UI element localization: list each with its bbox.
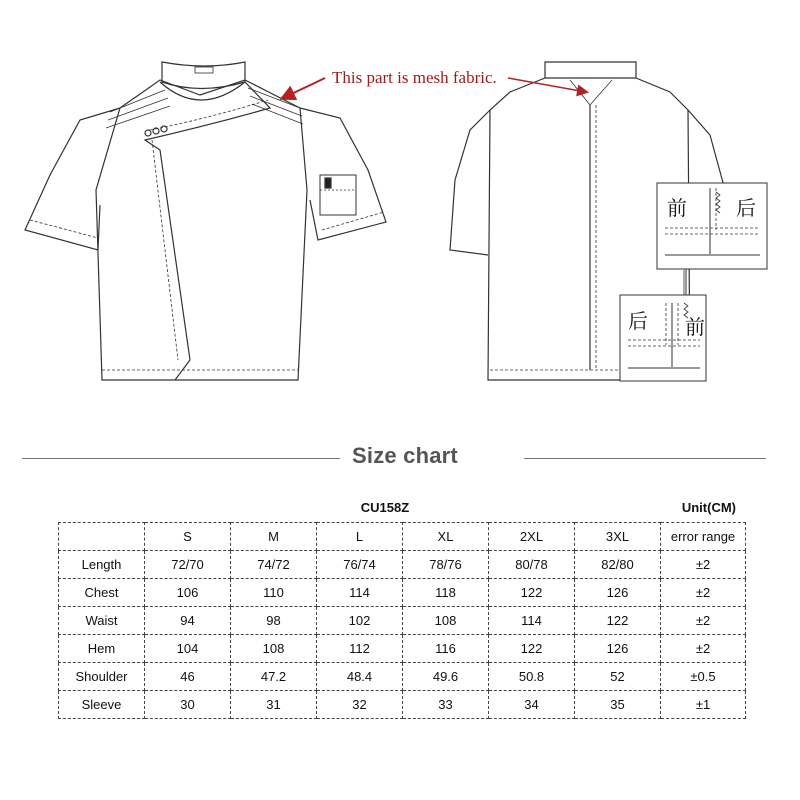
- table-cell: 46: [145, 663, 231, 691]
- measurement-label: Sleeve: [59, 691, 145, 719]
- table-cell: 31: [231, 691, 317, 719]
- front-label-2: 前: [685, 315, 705, 339]
- front-view: [25, 62, 386, 380]
- table-header-cell: L: [317, 523, 403, 551]
- table-cell: 80/78: [489, 551, 575, 579]
- table-cell: ±2: [661, 551, 746, 579]
- table-cell: 35: [575, 691, 661, 719]
- table-cell: 48.4: [317, 663, 403, 691]
- size-table: [58, 522, 746, 719]
- table-row: [59, 551, 746, 579]
- table-cell: 30: [145, 691, 231, 719]
- table-cell: 76/74: [317, 551, 403, 579]
- divider-left: [22, 458, 340, 459]
- table-cell: 106: [145, 579, 231, 607]
- measurement-label: Chest: [59, 579, 145, 607]
- table-cell: 94: [145, 607, 231, 635]
- divider-right: [524, 458, 766, 459]
- table-cell: 32: [317, 691, 403, 719]
- table-row: [59, 691, 746, 719]
- table-row: [59, 663, 746, 691]
- table-header-cell: error range: [661, 523, 746, 551]
- table-row: [59, 607, 746, 635]
- measurement-label: Hem: [59, 635, 145, 663]
- back-label-2: 后: [628, 309, 648, 333]
- front-left-sleeve: [25, 108, 120, 250]
- table-cell: 49.6: [403, 663, 489, 691]
- table-cell: 47.2: [231, 663, 317, 691]
- back-mesh-panel: [570, 80, 612, 105]
- table-cell: 108: [231, 635, 317, 663]
- mesh-fabric-callout: This part is mesh fabric.: [332, 68, 497, 87]
- table-header-cell: [59, 523, 145, 551]
- front-label-1: 前: [667, 196, 687, 220]
- table-header-cell: XL: [403, 523, 489, 551]
- table-cell: ±2: [661, 635, 746, 663]
- measurement-label: Length: [59, 551, 145, 579]
- table-cell: 110: [231, 579, 317, 607]
- table-cell: 122: [489, 635, 575, 663]
- table-cell: 50.8: [489, 663, 575, 691]
- table-cell: 112: [317, 635, 403, 663]
- table-cell: 122: [489, 579, 575, 607]
- unit-label: Unit(CM): [681, 500, 736, 515]
- table-cell: 116: [403, 635, 489, 663]
- table-header-cell: M: [231, 523, 317, 551]
- table-header-cell: S: [145, 523, 231, 551]
- callout-arrow-left: [283, 78, 325, 98]
- table-cell: 33: [403, 691, 489, 719]
- table-cell: 102: [317, 607, 403, 635]
- table-cell: 104: [145, 635, 231, 663]
- table-cell: 126: [575, 635, 661, 663]
- front-placket: [145, 82, 270, 380]
- model-code: CU158Z: [360, 500, 410, 515]
- measurement-label: Shoulder: [59, 663, 145, 691]
- table-row: [59, 635, 746, 663]
- table-cell: 114: [317, 579, 403, 607]
- table-cell: 52: [575, 663, 661, 691]
- table-header-row: [59, 523, 746, 551]
- table-cell: ±1: [661, 691, 746, 719]
- table-cell: 78/76: [403, 551, 489, 579]
- table-cell: 82/80: [575, 551, 661, 579]
- front-body-outline: [96, 80, 307, 380]
- table-cell: 122: [575, 607, 661, 635]
- table-header-cell: 3XL: [575, 523, 661, 551]
- size-chart-title: Size chart: [352, 443, 458, 468]
- measurement-label: Waist: [59, 607, 145, 635]
- table-cell: ±0.5: [661, 663, 746, 691]
- table-cell: 34: [489, 691, 575, 719]
- back-label-1: 后: [736, 196, 756, 220]
- table-cell: 126: [575, 579, 661, 607]
- front-collar: [162, 62, 245, 89]
- table-cell: ±2: [661, 579, 746, 607]
- table-cell: 74/72: [231, 551, 317, 579]
- table-cell: 98: [231, 607, 317, 635]
- table-header-cell: 2XL: [489, 523, 575, 551]
- back-left-sleeve: [450, 110, 490, 255]
- table-row: [59, 579, 746, 607]
- table-cell: ±2: [661, 607, 746, 635]
- front-right-sleeve: [300, 108, 386, 240]
- table-cell: 108: [403, 607, 489, 635]
- table-cell: 118: [403, 579, 489, 607]
- table-cell: 72/70: [145, 551, 231, 579]
- table-cell: 114: [489, 607, 575, 635]
